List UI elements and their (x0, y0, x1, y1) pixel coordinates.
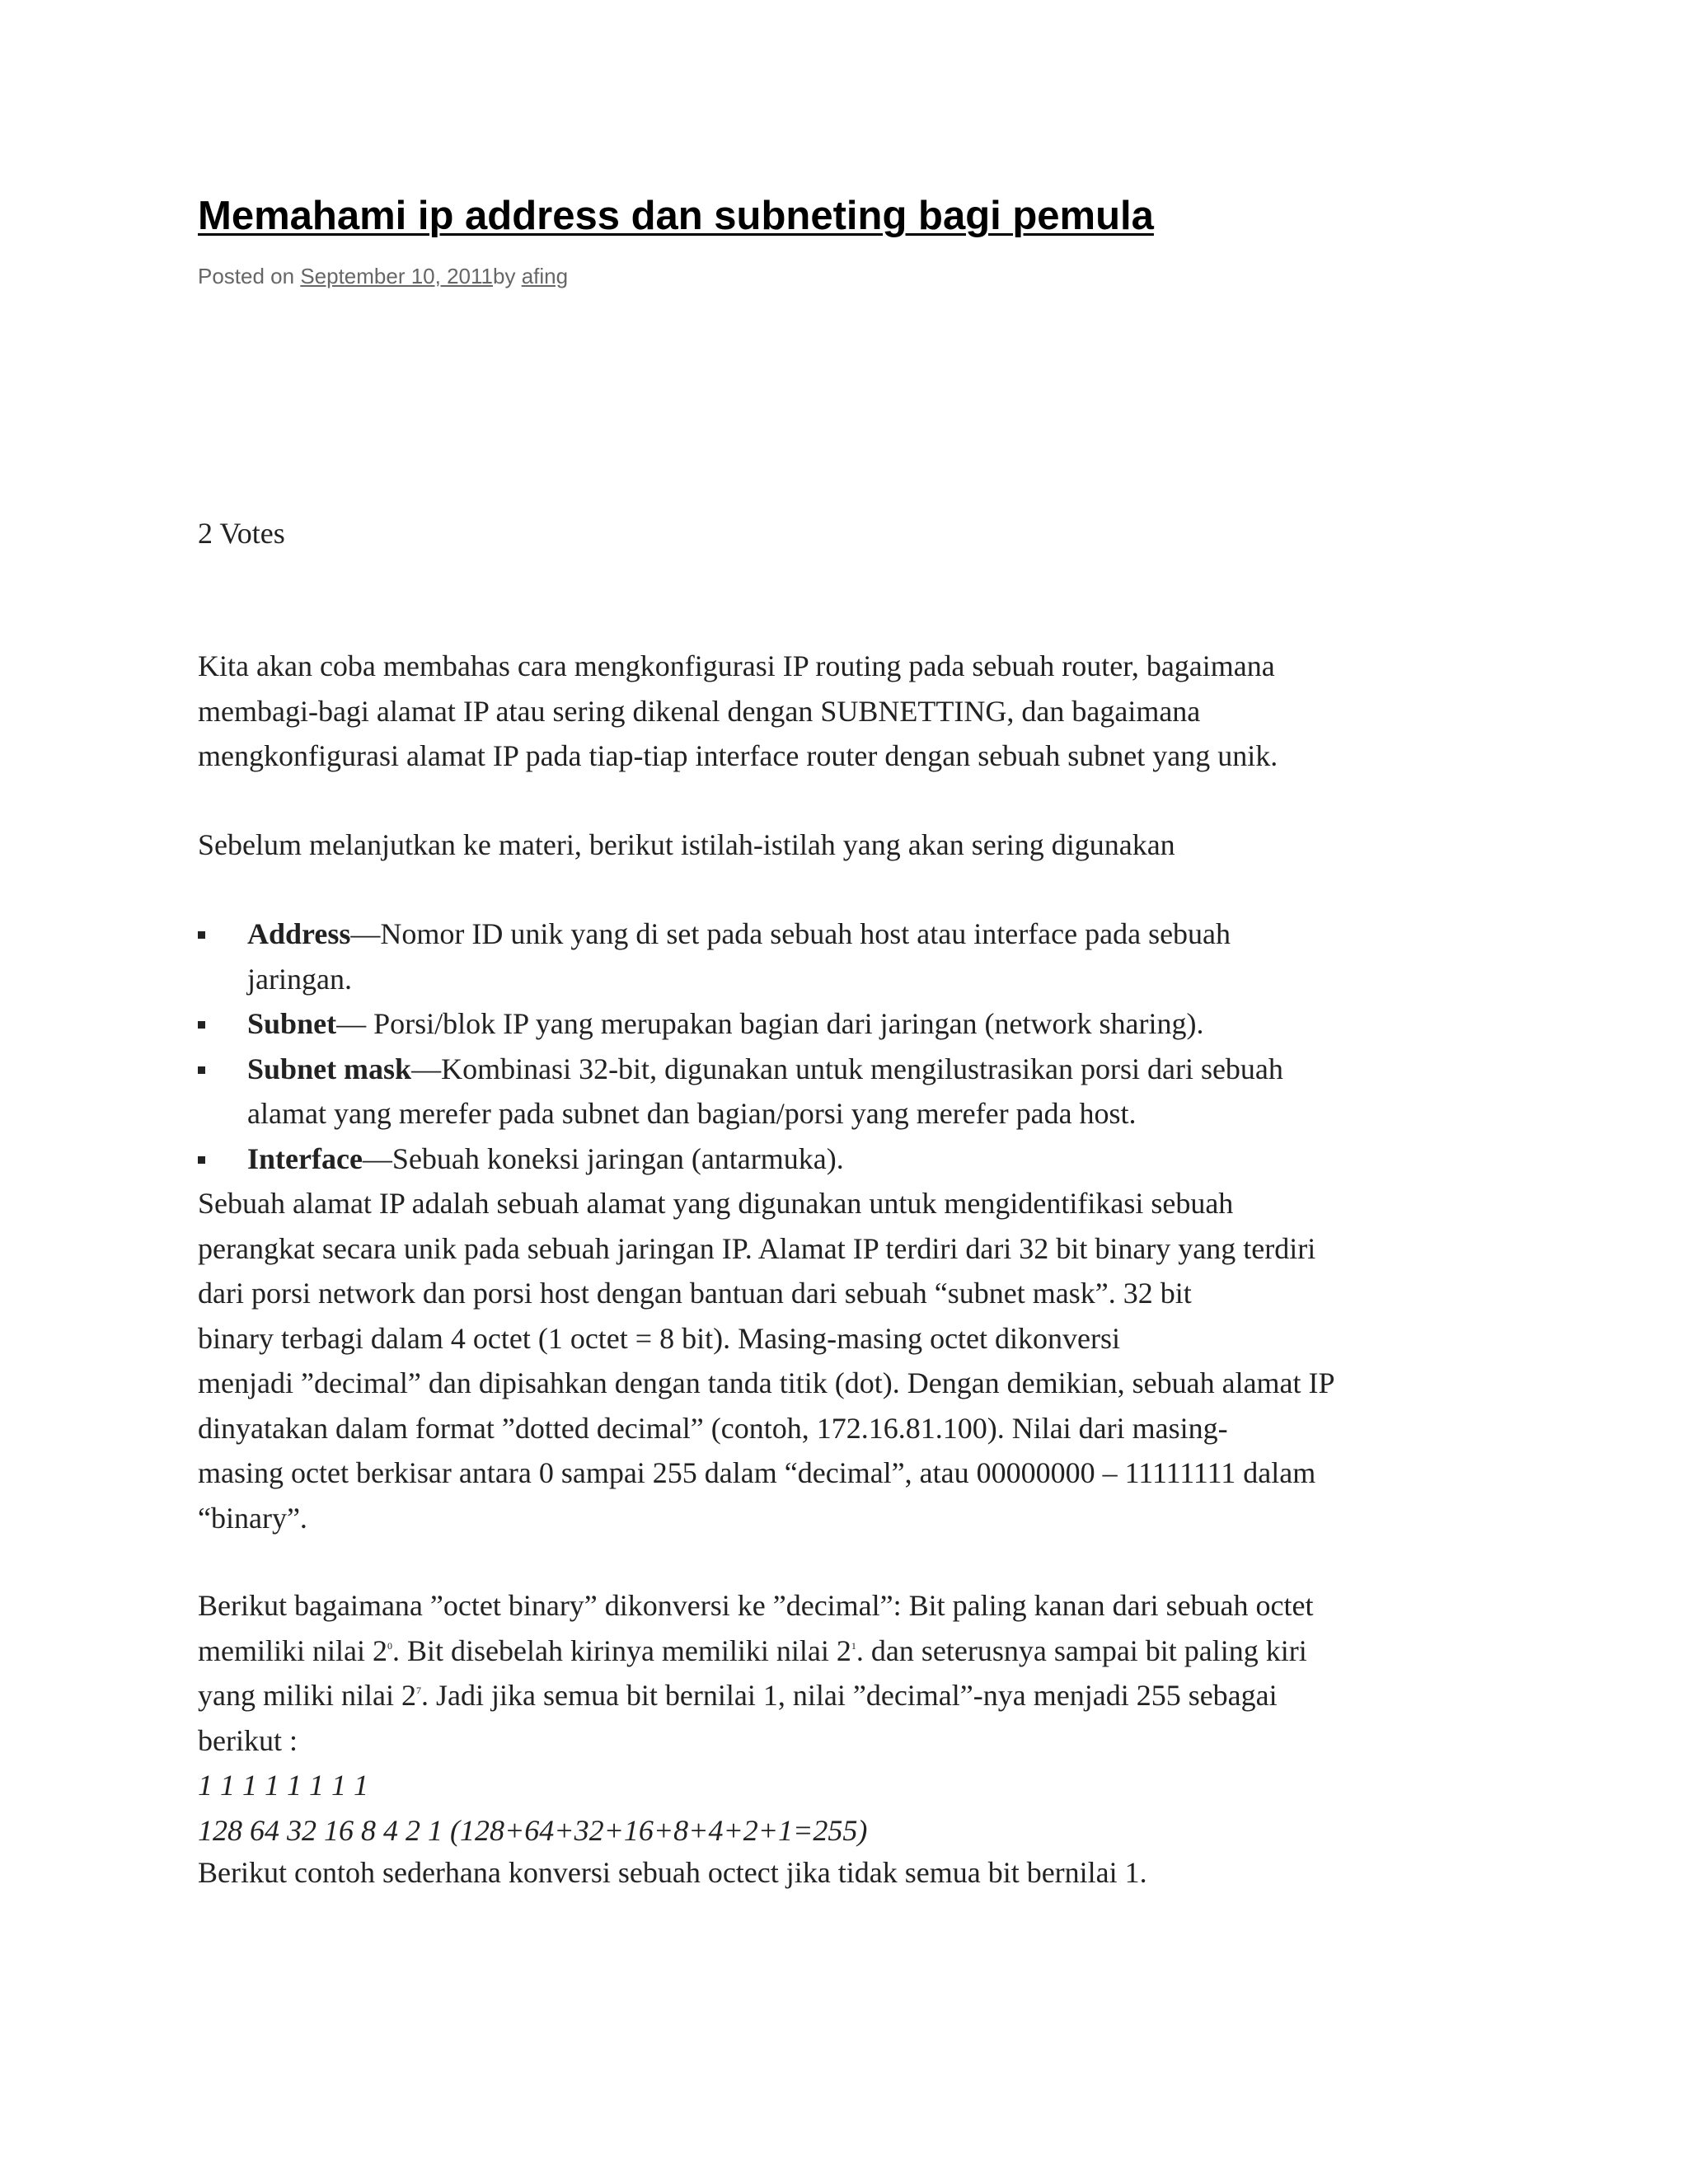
ip-paragraph-line: masing octet berkisar antara 0 sampai 255 dalam “decimal”, atau 00000000 – 11111111 dalam (198, 1456, 1316, 1489)
intro-line: Kita akan coba membahas cara mengkonfigurasi IP routing pada sebuah router, bagaimana (198, 649, 1275, 682)
term-item-subnet-mask (198, 1047, 1500, 1137)
by-label: by (493, 264, 522, 288)
term-definition: — Porsi/blok IP yang merupakan bagian dari jaringan (network sharing). (336, 1007, 1204, 1040)
square-bullet-icon (198, 1156, 205, 1164)
conversion-line: berikut : (198, 1723, 298, 1757)
term-item-address (198, 912, 1500, 1001)
term-name: Subnet (247, 1007, 337, 1040)
term-name: Address (247, 917, 351, 950)
exponent: 1 (851, 1639, 856, 1652)
term-name: Interface (247, 1141, 363, 1175)
intro-line: membagi-bagi alamat IP atau sering dikenal dengan SUBNETTING, dan bagaimana (198, 694, 1201, 728)
votes-count: 2 Votes (198, 517, 285, 550)
term-definition: —Sebuah koneksi jaringan (antarmuka). (362, 1141, 844, 1175)
term-item-subnet (198, 1001, 1500, 1047)
post-meta (198, 262, 568, 290)
term-definition: —Kombinasi 32-bit, digunakan untuk mengilustrasikan porsi dari sebuah (411, 1052, 1283, 1085)
example-intro-paragraph: Berikut contoh sederhana konversi sebuah octect jika tidak semua bit bernilai 1. (198, 1856, 1147, 1889)
octet-conversion-paragraph (198, 1583, 1500, 1853)
square-bullet-icon (198, 931, 205, 939)
example-bits: 1 1 1 1 1 1 1 1 (198, 1769, 368, 1802)
example-values: 128 64 32 16 8 4 2 1 (128+64+32+16+8+4+2+1=255) (198, 1813, 868, 1847)
exponent: 7 (415, 1685, 421, 1696)
post-author-link[interactable]: afing (521, 264, 569, 288)
term-definition: alamat yang merefer pada subnet dan bagian/porsi yang merefer pada host. (247, 1097, 1137, 1130)
ip-paragraph-line: dinyatakan dalam format ”dotted decimal” (contoh, 172.16.81.100). Nilai dari masing- (198, 1411, 1228, 1445)
posted-on-label: Posted on (198, 264, 301, 288)
exponent: 0 (387, 1639, 392, 1652)
post-date-link[interactable]: September 10, 2011 (300, 264, 493, 288)
post-title[interactable]: Memahami ip address dan subneting bagi pemula (198, 194, 1154, 238)
square-bullet-icon (198, 1066, 205, 1074)
term-item-interface (198, 1137, 1500, 1182)
terms-list (198, 912, 1500, 1181)
conversion-line: yang miliki nilai $2^7$. Jadi jika semua bit bernilai 1, nilai ”decimal”-nya menjadi 255 sebagai (198, 1679, 1278, 1712)
square-bullet-icon (198, 1021, 205, 1029)
intro-paragraph (198, 644, 1500, 779)
terms-intro-paragraph: Sebelum melanjutkan ke materi, berikut istilah-istilah yang akan sering digunakan (198, 828, 1175, 861)
conversion-line: Berikut bagaimana ”octet binary” dikonversi ke ”decimal”: Bit paling kanan dari sebuah octet (198, 1589, 1314, 1622)
conversion-line: memiliki nilai $2^0$. Bit disebelah kirinya memiliki nilai $2^1$. dan seterusnya sampai bit paling kiri (198, 1633, 1307, 1667)
ip-address-paragraph (198, 1181, 1500, 1540)
intro-line: mengkonfigurasi alamat IP pada tiap-tiap interface router dengan sebuah subnet yang unik. (198, 739, 1278, 772)
ip-paragraph-line: binary terbagi dalam 4 octet (1 octet = 8 bit). Masing-masing octet dikonversi (198, 1321, 1121, 1355)
ip-paragraph-line: dari porsi network dan porsi host dengan bantuan dari sebuah “subnet mask”. 32 bit (198, 1277, 1192, 1310)
term-name: Subnet mask (247, 1052, 412, 1085)
ip-paragraph-line: perangkat secara unik pada sebuah jaringan IP. Alamat IP terdiri dari 32 bit binary yang terdiri (198, 1231, 1316, 1265)
ip-paragraph-line: menjadi ”decimal” dan dipisahkan dengan tanda titik (dot). Dengan demikian, sebuah alamat IP (198, 1366, 1335, 1399)
ip-paragraph-line: Sebuah alamat IP adalah sebuah alamat yang digunakan untuk mengidentifikasi sebuah (198, 1187, 1234, 1220)
term-definition: jaringan. (247, 962, 352, 996)
ip-paragraph-line: “binary”. (198, 1501, 307, 1535)
term-definition: —Nomor ID unik yang di set pada sebuah host atau interface pada sebuah (350, 917, 1231, 950)
